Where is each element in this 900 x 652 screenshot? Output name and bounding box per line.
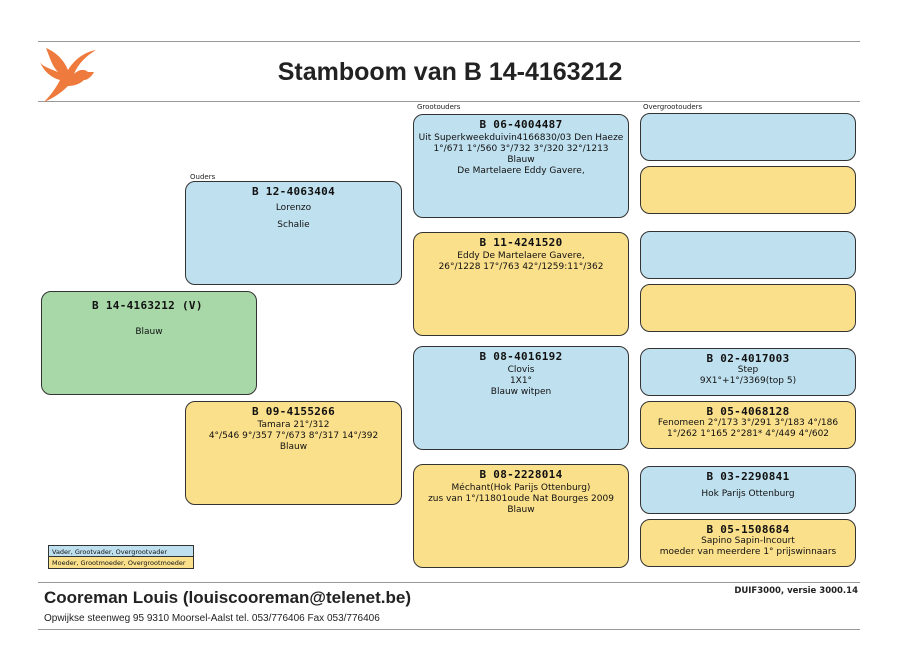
pigeon-info-line: Step <box>737 365 759 375</box>
pigeon-card-empty[interactable] <box>640 166 856 214</box>
pigeon-card-father-mother[interactable] <box>413 232 629 336</box>
bird-icon <box>38 44 98 106</box>
pigeon-card-empty[interactable] <box>640 231 856 279</box>
pigeon-info-line: Uit Superkweekduivin4166830/03 Den Haeze <box>418 133 624 143</box>
footer-rule <box>38 582 860 583</box>
pigeon-card-mother[interactable] <box>185 401 402 505</box>
pigeon-info-line: 4°/546 9°/357 7°/673 8°/317 14°/392 <box>208 431 379 441</box>
pigeon-info-line: Blauw witpen <box>490 387 552 397</box>
bottom-rule <box>38 629 860 630</box>
label-overgrootouders: Overgrootouders <box>643 103 703 111</box>
pigeon-info-line: Méchant(Hok Parijs Ottenburg) <box>451 483 591 493</box>
pigeon-info-line: Blauw <box>135 327 163 337</box>
pigeon-info-line: Blauw <box>279 442 308 452</box>
pigeon-card-mother-mother-mother[interactable] <box>640 519 856 567</box>
pigeon-info-line: 1°/671 1°/560 3°/732 3°/320 32°/1213 <box>433 144 609 154</box>
pigeon-info-line: Blauw <box>507 505 535 515</box>
legend-male: Vader, Grootvader, Overgrootvader <box>48 545 194 557</box>
ring-number: B 05-1508684 <box>706 523 790 536</box>
pigeon-card-self[interactable] <box>41 291 257 395</box>
pigeon-card-father[interactable] <box>185 181 402 285</box>
owner-name: Cooreman Louis (louiscooreman@telenet.be) <box>44 588 412 607</box>
ring-number: B 11-4241520 <box>479 236 563 249</box>
pigeon-info-line: 9X1°+1°/3369(top 5) <box>699 376 797 386</box>
pigeon-card-mother-mother-father[interactable] <box>640 466 856 514</box>
pigeon-info-line: Tamara 21°/312 <box>257 420 330 430</box>
pigeon-info-line: 1°/262 1°165 2°281* 4°/449 4°/602 <box>666 429 830 439</box>
page-title: Stamboom van B 14-4163212 <box>277 58 623 86</box>
pigeon-card-empty[interactable] <box>640 284 856 332</box>
pigeon-info-line: Hok Parijs Ottenburg <box>701 489 795 499</box>
pigeon-card-mother-mother[interactable] <box>413 464 629 568</box>
pigeon-info-line: moeder van meerdere 1° prijswinnaars <box>659 547 837 557</box>
label-ouders: Ouders <box>190 173 216 181</box>
ring-number: B 05-4068128 <box>706 405 790 418</box>
ring-number: B 09-4155266 <box>251 405 336 418</box>
pigeon-info-line: 26°/1228 17°/763 42°/1259:11°/362 <box>438 262 604 272</box>
label-grootouders: Grootouders <box>417 103 461 111</box>
ring-number: B 14-4163212 (V) <box>92 299 203 312</box>
ring-number: B 06-4004487 <box>479 118 563 131</box>
ring-number: B 02-4017003 <box>706 352 790 365</box>
software-version: DUIF3000, versie 3000.14 <box>734 586 858 596</box>
pigeon-info-line: De Martelaere Eddy Gavere, <box>457 166 585 176</box>
pigeon-card-empty[interactable] <box>640 113 856 161</box>
pigeon-info-line: zus van 1°/11801oude Nat Bourges 2009 <box>428 494 614 504</box>
top-rule <box>38 41 860 42</box>
ring-number: B 03-2290841 <box>706 470 790 483</box>
pigeon-info-line: Fenomeen 2°/173 3°/291 3°/183 4°/186 <box>657 418 839 428</box>
pigeon-info-line: Lorenzo <box>275 203 312 213</box>
pigeon-info-line: Clovis <box>507 365 535 375</box>
pigeon-info-line: Sapino Sapin-Incourt <box>701 536 795 546</box>
owner-address: Opwijkse steenweg 95 9310 Moorsel-Aalst tel. 053/776406 Fax 053/776406 <box>44 613 380 624</box>
pigeon-info-line: Eddy De Martelaere Gavere, <box>457 251 585 261</box>
ring-number: B 08-2228014 <box>479 468 563 481</box>
pigeon-info-line: 1X1° <box>509 376 533 386</box>
header-rule <box>38 101 860 102</box>
legend-female: Moeder, Grootmoeder, Overgrootmoeder <box>48 557 194 569</box>
ring-number: B 12-4063404 <box>251 185 336 198</box>
legend <box>48 545 194 569</box>
pigeon-info-line: Schalie <box>277 220 310 230</box>
pigeon-info-line: Blauw <box>507 155 535 165</box>
pigeon-card-mother-father-mother[interactable] <box>640 401 856 449</box>
ring-number: B 08-4016192 <box>479 350 563 363</box>
pigeon-card-mother-father-father[interactable] <box>640 348 856 396</box>
pigeon-card-mother-father[interactable] <box>413 346 629 450</box>
pigeon-card-father-father[interactable] <box>413 114 629 218</box>
